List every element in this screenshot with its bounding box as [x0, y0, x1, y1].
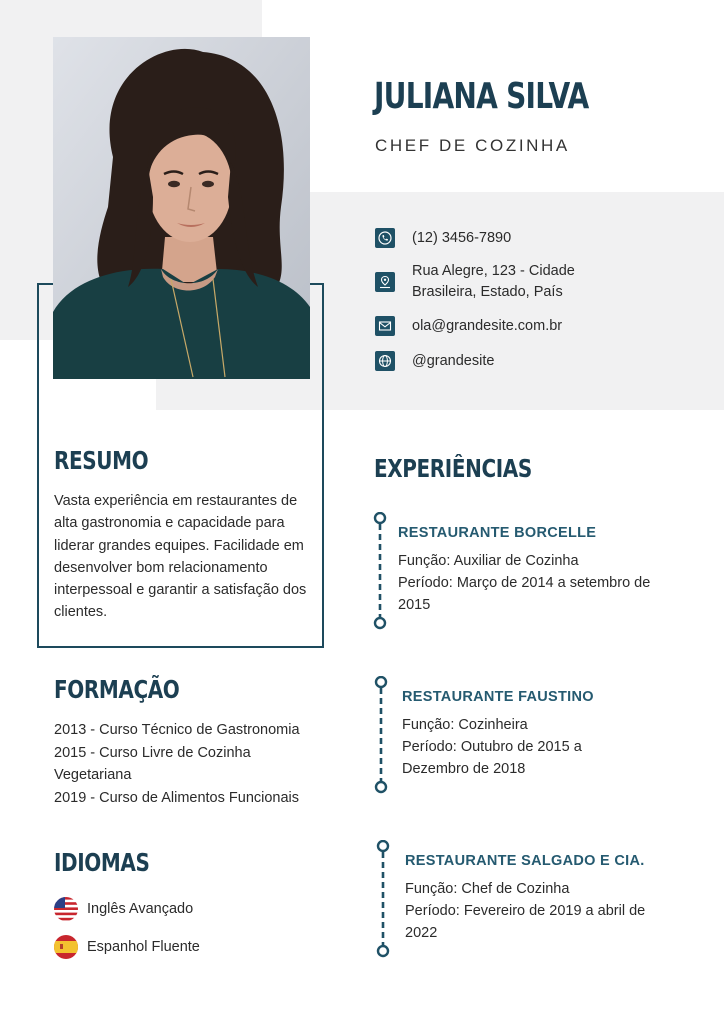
phone-text: (12) 3456-7890 — [412, 230, 512, 246]
profile-photo — [53, 37, 310, 379]
timeline-marker — [376, 840, 390, 965]
resumo-heading: RESUMO — [54, 446, 149, 475]
job-function: Função: Cozinheira — [402, 717, 528, 733]
company-name: RESTAURANTE FAUSTINO — [402, 689, 594, 705]
experience-item — [402, 689, 702, 780]
language-item-spanish — [54, 935, 200, 959]
usa-flag-icon — [54, 897, 78, 921]
job-period: Período: Fevereiro de 2019 a abril de 2022 — [405, 903, 646, 941]
candidate-name: JULIANA SILVA — [374, 76, 589, 117]
company-name: RESTAURANTE SALGADO E CIA. — [405, 853, 645, 869]
company-name: RESTAURANTE BORCELLE — [398, 525, 597, 541]
experiencias-heading: EXPERIÊNCIAS — [374, 454, 532, 483]
language-item-english — [54, 897, 193, 921]
experience-item — [405, 853, 705, 944]
idiomas-heading: IDIOMAS — [54, 848, 150, 877]
formacao-heading: FORMAÇÃO — [54, 675, 180, 704]
address-text: Rua Alegre, 123 - Cidade Brasileira, Estado, País — [412, 263, 575, 300]
contact-email — [375, 316, 602, 337]
job-function: Função: Auxiliar de Cozinha — [398, 553, 579, 569]
language-label: Espanhol Fluente — [87, 939, 200, 955]
timeline-marker — [374, 676, 388, 801]
email-text: ola@grandesite.com.br — [412, 318, 563, 334]
job-period: Período: Outubro de 2015 a Dezembro de 2018 — [402, 739, 582, 777]
contact-phone — [375, 228, 602, 249]
contact-address — [375, 261, 602, 303]
resumo-text: Vasta experiência em restaurantes de alta gastronomia e capacidade para liderar grandes equipes. Facilidade em desenvolver bom relacionamento interpessoal e garantir a satisfação dos clientes. — [54, 493, 307, 621]
job-period: Período: Março de 2014 a setembro de 2015 — [398, 575, 651, 613]
mail-icon — [375, 316, 395, 336]
formacao-item: 2015 - Curso Livre de Cozinha Vegetariana — [54, 744, 251, 784]
experience-item — [398, 525, 698, 616]
location-pin-icon — [375, 272, 395, 292]
phone-icon — [375, 228, 395, 248]
formacao-item: 2019 - Curso de Alimentos Funcionais — [54, 789, 300, 806]
formacao-list — [54, 719, 324, 809]
job-title: CHEF DE COZINHA — [375, 136, 570, 155]
timeline-marker — [373, 512, 387, 637]
formacao-item: 2013 - Curso Técnico de Gastronomia — [54, 722, 300, 738]
spain-flag-icon — [54, 935, 78, 959]
job-function: Função: Chef de Cozinha — [405, 881, 570, 897]
language-label: Inglês Avançado — [87, 901, 194, 917]
website-text: @grandesite — [412, 353, 495, 369]
contact-website — [375, 351, 602, 372]
globe-icon — [375, 351, 395, 371]
